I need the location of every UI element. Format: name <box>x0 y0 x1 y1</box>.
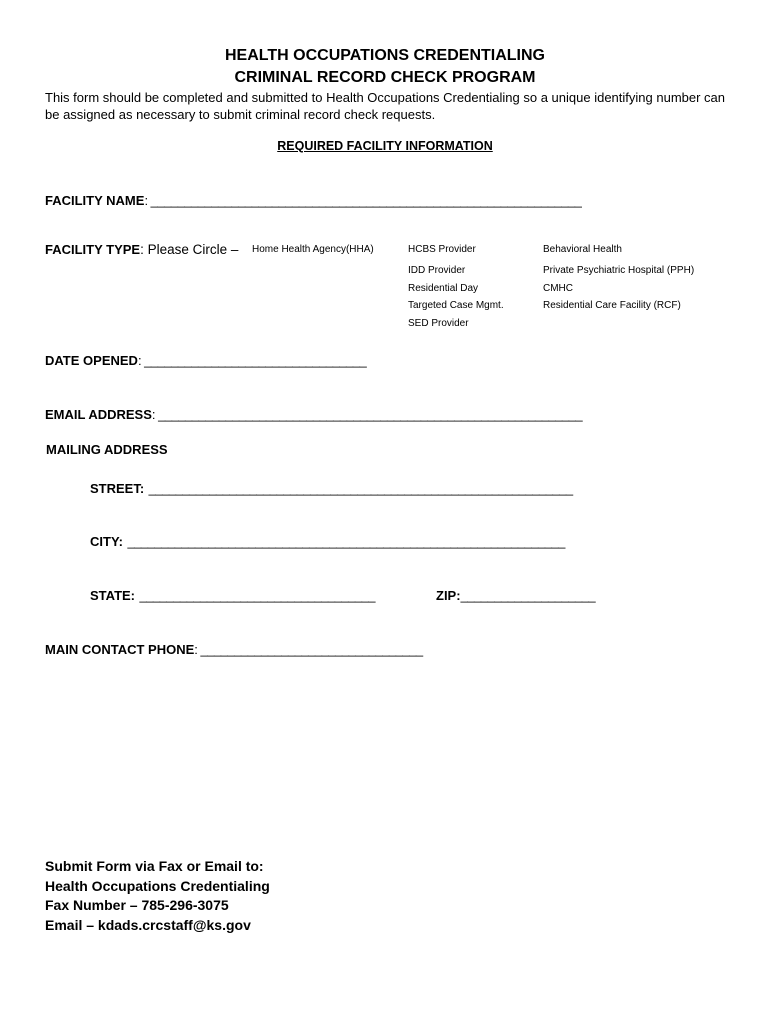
facility-name-label: FACILITY NAME <box>45 193 145 208</box>
state-label: STATE: <box>90 588 136 603</box>
street-line[interactable]: _______________________________________________________________ <box>148 481 573 496</box>
phone-field[interactable] <box>45 641 423 659</box>
facility-name-line[interactable]: : ________________________________________________________________ <box>144 193 582 208</box>
facility-option-hcbs[interactable]: HCBS Provider <box>408 244 476 255</box>
date-opened-line[interactable]: : _________________________________ <box>137 353 367 368</box>
facility-type-row <box>45 241 238 259</box>
facility-name-field[interactable] <box>45 192 581 210</box>
intro-text: This form should be completed and submitted to Health Occupations Credentialing so a unique identifying number can be assigned as necessary to submit criminal record check requests. <box>45 90 726 122</box>
form-title-line1: HEALTH OCCUPATIONS CREDENTIALING <box>225 47 545 64</box>
email-label: EMAIL ADDRESS <box>45 407 152 422</box>
phone-label: MAIN CONTACT PHONE <box>45 642 195 657</box>
submit-heading: Submit Form via Fax or Email to: <box>45 858 264 874</box>
email-line[interactable]: : _______________________________________________________________ <box>151 407 583 422</box>
facility-option-behavioral[interactable]: Behavioral Health <box>543 244 622 255</box>
email-field[interactable] <box>45 406 582 424</box>
office-name: Health Occupations Credentialing <box>45 877 270 894</box>
facility-option-residential-day[interactable]: Residential Day <box>408 283 479 294</box>
city-line[interactable]: _________________________________________________________________ <box>127 534 565 549</box>
mailing-address-heading: MAILING ADDRESS <box>46 442 168 457</box>
submit-instructions <box>45 857 270 935</box>
email-contact: Email – kdads.crcstaff@ks.gov <box>45 916 251 933</box>
facility-option-sed[interactable]: SED Provider <box>408 318 469 329</box>
street-field[interactable] <box>90 480 573 498</box>
section-title: REQUIRED FACILITY INFORMATION <box>277 139 493 153</box>
state-line[interactable]: ___________________________________ <box>139 588 376 603</box>
facility-option-hha[interactable]: Home Health Agency(HHA) <box>252 244 374 255</box>
facility-type-prompt: : Please Circle – <box>140 242 239 257</box>
facility-option-targeted-case[interactable]: Targeted Case Mgmt. <box>408 300 504 311</box>
date-opened-field[interactable] <box>45 352 366 370</box>
facility-type-label: FACILITY TYPE <box>45 242 141 257</box>
zip-label: ZIP: <box>436 588 461 603</box>
date-opened-label: DATE OPENED <box>45 353 138 368</box>
state-field[interactable] <box>90 587 375 605</box>
street-label: STREET: <box>90 481 145 496</box>
facility-option-pph[interactable]: Private Psychiatric Hospital (PPH) <box>543 265 695 276</box>
city-field[interactable] <box>90 533 565 551</box>
facility-option-idd[interactable]: IDD Provider <box>408 265 466 276</box>
city-label: CITY: <box>90 534 123 549</box>
facility-option-rcf[interactable]: Residential Care Facility (RCF) <box>543 300 681 311</box>
phone-line[interactable]: : _________________________________ <box>194 642 423 657</box>
fax-number: Fax Number – 785-296-3075 <box>45 897 229 913</box>
facility-option-cmhc[interactable]: CMHC <box>543 283 573 294</box>
zip-field[interactable] <box>436 587 595 605</box>
form-title-line2: CRIMINAL RECORD CHECK PROGRAM <box>234 69 536 86</box>
zip-line[interactable]: ____________________ <box>460 588 596 603</box>
